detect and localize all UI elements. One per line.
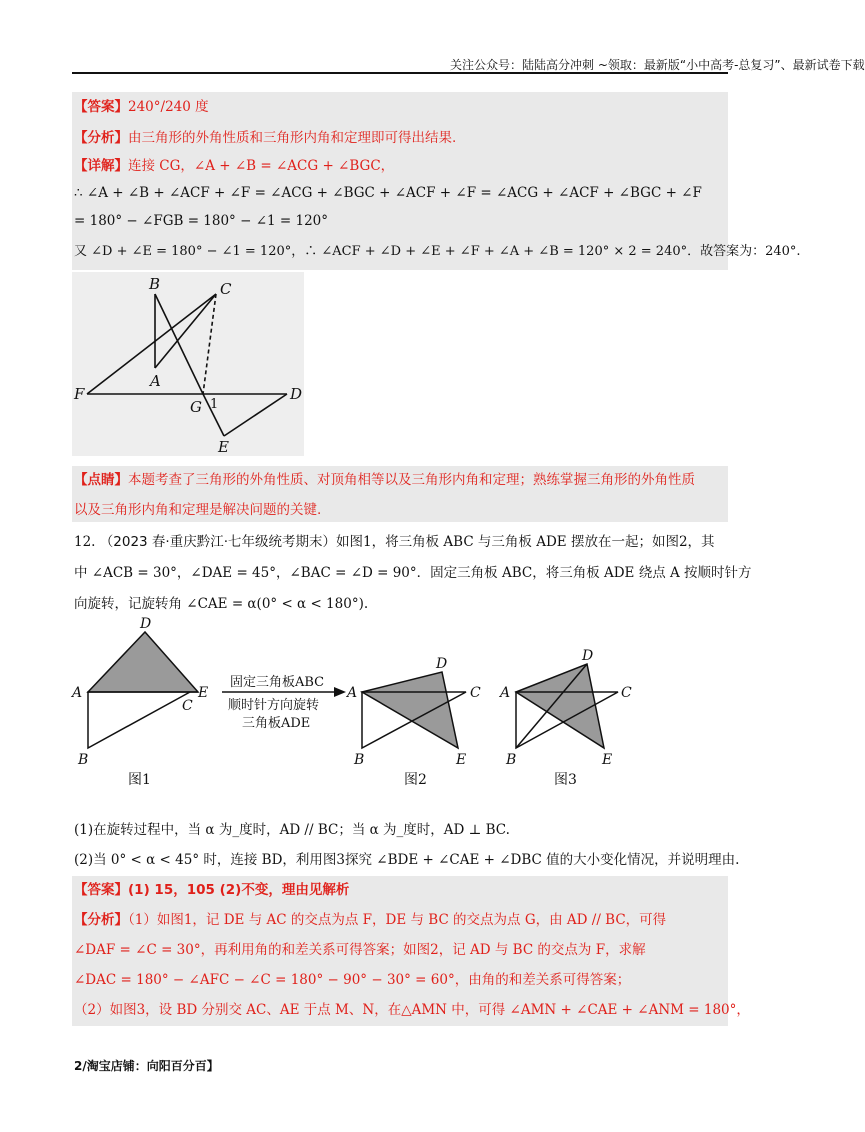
q12-answer-tag: 【答案】 [74, 882, 128, 898]
detail-text-1: 连接 CG，∠A + ∠B = ∠ACG + ∠BGC， [128, 158, 395, 174]
fig3-label-e: E [602, 752, 613, 768]
fig2-label-b: B [354, 752, 365, 768]
fig11-label-c: C [220, 280, 232, 298]
q12-number: 12. [74, 534, 96, 550]
fig11-label-a: A [150, 372, 161, 390]
q12-figure2 [362, 672, 466, 748]
q11-analysis-line [74, 128, 456, 148]
q12-figures [70, 616, 650, 792]
q11-detail-line4: 又 ∠D + ∠E = 180° − ∠1 = 120°，∴ ∠ACF + ∠D + ∠E + ∠F + ∠A + ∠B = 120° × 2 = 240°．故答案为：240°. [74, 244, 801, 259]
q11-comment-line1 [74, 470, 695, 490]
comment-tag: 【点睛】 [74, 472, 128, 488]
q12-stem-line1 [74, 532, 715, 552]
detail-tag: 【详解】 [74, 158, 128, 174]
fig3-label-a: A [500, 685, 511, 701]
page-header: 关注公众号：陆陆高分冲刺 ~领取：最新版“小中高考-总复习”、最新试卷下载 [450, 58, 865, 72]
comment-text-1: 本题考查了三角形的外角性质、对顶角相等以及三角形内角和定理；熟练掌握三角形的外角性质 [128, 472, 695, 488]
q12-stem-text1: 如图1，将三角板 ABC 与三角板 ADE 摆放在一起；如图2，其 [336, 534, 715, 550]
q12-answer-text: (1) 15，105 (2)不变，理由见解析 [128, 882, 350, 898]
arrow-text-1: 固定三角板ABC [230, 675, 325, 690]
q11-answer-line [74, 97, 209, 117]
fig1-label-b: B [78, 752, 89, 768]
q12-part2: (2)当 0° < α < 45° 时，连接 BD，利用图3探究 ∠BDE + ∠CAE + ∠DBC 值的大小变化情况，并说明理由. [74, 852, 740, 868]
q12-figure3 [516, 664, 618, 748]
header-rule [72, 72, 728, 74]
q12-analysis-tag: 【分析】 [74, 912, 128, 928]
fig2-label-e: E [456, 752, 467, 768]
q11-figure [72, 272, 304, 456]
fig3-label-b: B [506, 752, 517, 768]
q11-detail-line1 [74, 156, 394, 176]
q11-detail-line2: ∴ ∠A + ∠B + ∠ACF + ∠F = ∠ACG + ∠BGC + ∠ACF + ∠F = ∠ACG + ∠ACF + ∠BGC + ∠F [74, 185, 702, 201]
q12-stem-line3: 向旋转，记旋转角 ∠CAE = α(0° < α < 180°). [74, 596, 369, 612]
analysis-tag: 【分析】 [74, 130, 128, 146]
q12-stem-line2: 中 ∠ACB = 30°，∠DAE = 45°，∠BAC = ∠D = 90°．固定三角板 ABC，将三角板 ADE 绕点 A 按顺时针方 [74, 565, 752, 581]
q12-figure1 [88, 632, 198, 748]
q12-analysis-line3: ∠DAC = 180° − ∠AFC − ∠C = 180° − 90° − 30° = 60°，由角的和差关系可得答案； [74, 972, 631, 988]
answer-tag: 【答案】 [74, 99, 128, 115]
fig11-label-e: E [218, 438, 229, 456]
q12-analysis-line4: （2）如图3，设 BD 分别交 AC、AE 于点 M、N，在△AMN 中，可得 ∠AMN + ∠CAE + ∠ANM = 180°， [74, 1002, 750, 1018]
q12-source: （2023 春·重庆黔江·七年级统考期末） [99, 534, 337, 550]
fig11-label-g: G [190, 398, 202, 416]
arrow-text-3: 三角板ADE [242, 716, 311, 731]
fig1-label-a: A [72, 685, 83, 701]
fig1-label-d: D [140, 616, 152, 632]
fig1-label-e: E [198, 685, 209, 701]
fig1-label-c: C [182, 698, 193, 714]
q12-analysis-text1: （1）如图1，记 DE 与 AC 的交点为点 F，DE 与 BC 的交点为点 G，由 AD // BC，可得 [128, 912, 667, 928]
fig11-label-1: 1 [210, 397, 219, 412]
fig2-label-d: D [436, 656, 448, 672]
page-footer: 2/淘宝店铺：向阳百分百】 [74, 1059, 219, 1073]
answer-value: 240°/240 度 [128, 99, 209, 115]
fig1-caption: 图1 [128, 772, 151, 788]
q12-answer-line [74, 880, 349, 900]
fig3-caption: 图3 [554, 772, 577, 788]
fig11-label-f: F [74, 385, 85, 403]
fig11-label-b: B [149, 275, 161, 293]
analysis-text: 由三角形的外角性质和三角形内角和定理即可得出结果. [128, 130, 457, 146]
q11-comment-line2: 以及三角形内角和定理是解决问题的关键. [74, 502, 322, 518]
q12-analysis-line2: ∠DAF = ∠C = 30°，再利用角的和差关系可得答案；如图2，记 AD 与 BC 的交点为 F，求解 [74, 942, 646, 958]
fig2-label-c: C [470, 685, 481, 701]
q12-part1: (1)在旋转过程中，当 α 为_度时，AD // BC；当 α 为_度时，AD ⊥ BC. [74, 822, 510, 838]
arrow-text-2: 顺时针方向旋转 [228, 698, 320, 713]
q11-detail-line3: = 180° − ∠FGB = 180° − ∠1 = 120° [74, 213, 329, 229]
fig11-label-d: D [290, 385, 303, 403]
q12-analysis-line1 [74, 910, 666, 930]
fig3-label-d: D [582, 648, 594, 664]
fig2-label-a: A [347, 685, 358, 701]
fig2-caption: 图2 [404, 772, 427, 788]
fig3-label-c: C [621, 685, 632, 701]
